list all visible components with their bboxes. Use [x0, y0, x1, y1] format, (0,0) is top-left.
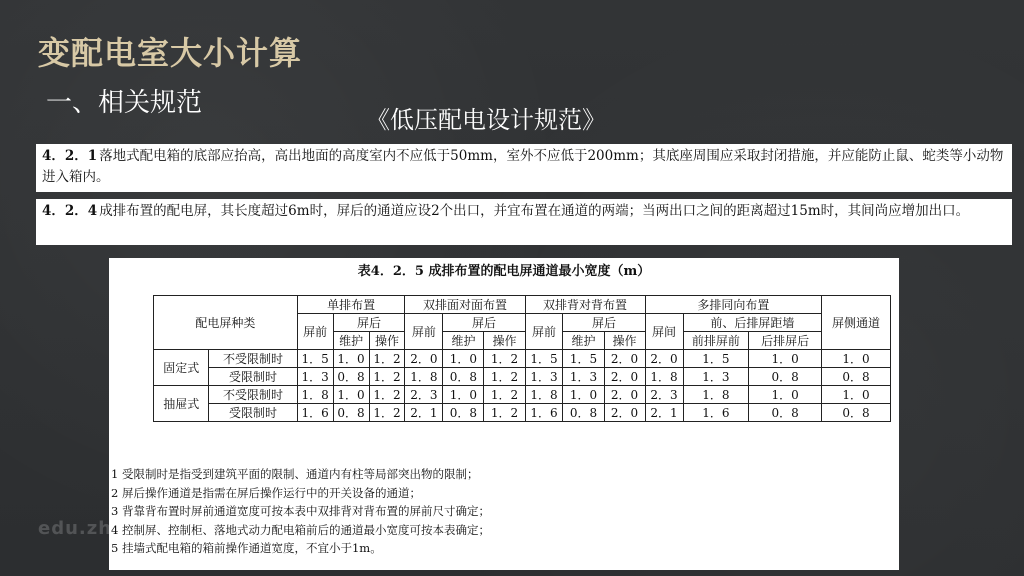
header-side-aisle: 屏侧通道 [822, 296, 891, 350]
table-cell: 0．8 [443, 368, 484, 386]
clause-text: 成排布置的配电屏，其长度超过6m时，屏后的通道应设2个出口，并宜布置在通道的两端；当两出口之间的距离超过15m时，其间尚应增加出口。 [99, 203, 970, 219]
table-cell: 2．0 [604, 404, 645, 422]
header-rear-row: 后排屏后 [749, 332, 822, 350]
table-cell: 1．0 [749, 350, 822, 368]
table-cell: 2．0 [604, 386, 645, 404]
note-item: 1 受限制时是指受到建筑平面的限制、通道内有柱等局部突出物的限制； [111, 467, 479, 481]
table-cell: 1．6 [683, 404, 749, 422]
table-cell: 1．3 [525, 368, 563, 386]
table-cell: 1．8 [525, 386, 563, 404]
table-cell: 1．0 [333, 350, 369, 368]
watermark: edu.zh [38, 518, 113, 539]
header-group: 多排同向布置 [645, 296, 822, 314]
table-cell: 1．0 [822, 350, 891, 368]
table-cell: 1．2 [369, 386, 405, 404]
table-cell: 1．3 [683, 368, 749, 386]
table-cell: 1．2 [369, 368, 405, 386]
table-cell: 1．8 [405, 368, 443, 386]
table-row [154, 350, 891, 368]
header-maintenance: 维护 [563, 332, 604, 350]
table-cell: 1．0 [822, 386, 891, 404]
table-cell: 2．0 [604, 368, 645, 386]
table-image [109, 258, 899, 570]
table-cell: 1．6 [525, 404, 563, 422]
clause-text: 落地式配电箱的底部应抬高，高出地面的高度室内不应低于50mm，室外不应低于200mm；其底座周围应采取封闭措施，并应能防止鼠、蛇类等小动物进入箱内。 [42, 148, 1004, 185]
table-cell: 0．8 [749, 368, 822, 386]
table-cell: 1．5 [297, 350, 333, 368]
clause-number: 4．2．4 [42, 203, 98, 219]
section-heading: 一、相关规范 [46, 88, 203, 118]
note-item: 4 控制屏、控制柜、落地式动力配电箱前后的通道最小宽度可按本表确定； [111, 522, 490, 537]
table-cell: 1．0 [443, 350, 484, 368]
table-row [154, 368, 891, 386]
row-condition: 不受限制时 [209, 350, 297, 368]
table-cell: 1．2 [369, 350, 405, 368]
table-cell: 1．3 [563, 368, 604, 386]
table-cell: 1．8 [645, 368, 683, 386]
header-group: 双排面对面布置 [405, 296, 525, 314]
table-cell: 0．8 [749, 404, 822, 422]
table-cell: 0．8 [443, 404, 484, 422]
header-back: 屏后 [563, 314, 645, 332]
header-group: 单排布置 [297, 296, 405, 314]
table-cell: 1．0 [563, 386, 604, 404]
clause-4-2-1 [36, 144, 1012, 192]
header-front: 屏前 [405, 314, 443, 350]
header-operation: 操作 [604, 332, 645, 350]
table-cell: 2．0 [604, 350, 645, 368]
table-row [154, 404, 891, 422]
table-cell: 1．8 [297, 386, 333, 404]
header-group: 双排背对背布置 [525, 296, 645, 314]
note-item: 3 背靠背布置时屏前通道宽度可按本表中双排背对背布置的屏前尺寸确定； [111, 504, 490, 518]
header-front: 屏前 [297, 314, 333, 350]
table-cell: 0．8 [333, 404, 369, 422]
header-distance: 前、后排屏距墙 [683, 314, 822, 332]
note-item: 5 挂墙式配电箱的箱前操作通道宽度，不宜小于1m。 [111, 541, 382, 555]
table-cell: 2．0 [405, 350, 443, 368]
table-cell: 1．5 [525, 350, 563, 368]
table-cell: 1．0 [749, 386, 822, 404]
table-cell: 1．5 [683, 350, 749, 368]
table-cell: 0．8 [822, 368, 891, 386]
table-cell: 2．1 [405, 404, 443, 422]
table-cell: 1．8 [683, 386, 749, 404]
table-cell: 1．2 [369, 404, 405, 422]
header-between: 屏间 [645, 314, 683, 350]
document-title: 《低压配电设计规范》 [366, 106, 606, 134]
note-item: 2 屏后操作通道是指需在屏后操作运行中的开关设备的通道； [111, 485, 421, 500]
header-type: 配电屏种类 [154, 296, 298, 350]
row-group-label: 抽屉式 [154, 386, 209, 422]
header-back: 屏后 [443, 314, 525, 332]
table-notes [111, 465, 891, 558]
table-cell: 1．6 [297, 404, 333, 422]
table-cell: 0．8 [822, 404, 891, 422]
table-header-row [154, 296, 891, 314]
table-cell: 1．2 [484, 368, 525, 386]
row-condition: 受限制时 [209, 368, 297, 386]
table-cell: 2．0 [645, 350, 683, 368]
clause-number: 4．2．1 [42, 148, 98, 164]
row-group-label: 固定式 [154, 350, 209, 386]
header-operation: 操作 [484, 332, 525, 350]
table-cell: 1．0 [333, 386, 369, 404]
table-cell: 1．3 [297, 368, 333, 386]
clause-4-2-4 [36, 199, 1012, 245]
header-front: 屏前 [525, 314, 563, 350]
header-operation: 操作 [369, 332, 405, 350]
clearance-table [153, 295, 891, 422]
header-back: 屏后 [333, 314, 405, 332]
table-cell: 2．3 [405, 386, 443, 404]
header-maintenance: 维护 [443, 332, 484, 350]
header-front-row: 前排屏前 [683, 332, 749, 350]
table-cell: 1．2 [484, 404, 525, 422]
table-cell: 1．5 [563, 350, 604, 368]
table-cell: 0．8 [333, 368, 369, 386]
table-cell: 1．0 [443, 386, 484, 404]
row-condition: 受限制时 [209, 404, 297, 422]
table-cell: 2．1 [645, 404, 683, 422]
table-cell: 0．8 [563, 404, 604, 422]
table-cell: 1．2 [484, 350, 525, 368]
table-row [154, 386, 891, 404]
header-maintenance: 维护 [333, 332, 369, 350]
table-caption: 表4．2．5 成排布置的配电屏通道最小宽度（m） [357, 264, 651, 279]
slide-title: 变配电室大小计算 [38, 34, 303, 72]
row-condition: 不受限制时 [209, 386, 297, 404]
table-cell: 2．3 [645, 386, 683, 404]
table-cell: 1．2 [484, 386, 525, 404]
